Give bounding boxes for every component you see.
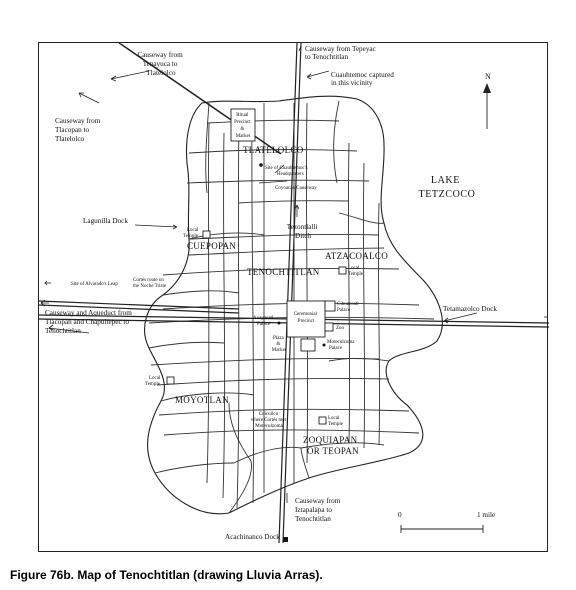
label-lagunilla-dock: Lagunilla Dock [83, 217, 128, 225]
label-tlatelolco: TLATELOLCO [243, 145, 304, 155]
label-local-temple-2: Local Temple [348, 266, 363, 277]
north-arrow [483, 72, 491, 129]
ehuacoatl-palace-box [325, 301, 335, 311]
label-moyotlan: MOYOTLAN [175, 395, 229, 405]
label-ehuacoatl-palace: Cihuacoatl Palace [337, 302, 359, 313]
label-causeway-tenayuca: Causeway from Tenayuca to Tlatelolco [137, 51, 183, 77]
local-temple-3-box [167, 377, 174, 384]
local-temple-2-box [339, 267, 346, 274]
label-tezontlalli: Tezontlalli Ditch [286, 223, 318, 240]
label-noche-triste: Cortés route on the Noche Triste [133, 278, 167, 289]
map-drawing [39, 43, 549, 553]
label-lake: LAKE TETZCOCO [418, 175, 476, 200]
map-frame [38, 42, 548, 552]
label-plaza-market: Plaza & Market [271, 336, 287, 353]
local-temple-4-box [319, 417, 326, 424]
label-local-temple-4: Local Temple [328, 416, 343, 427]
label-cuepopan: CUEPOPAN [187, 241, 237, 251]
label-zoquiapan: ZOQUIAPAN OR TEOPAN [303, 435, 359, 456]
label-coyoacan-causeway: Coyoacan Causeway [275, 186, 317, 191]
label-acachinanco: Acachinanco Dock [225, 533, 280, 541]
label-causeway-iztapalapa: Causeway from Iztapalapa to Tenochtitlan [295, 497, 341, 523]
label-cortes-meet: Cuicuilco where Cortés met Moteculzoma [250, 412, 287, 429]
moctezuma-dot [323, 344, 326, 347]
scale-zero: 0 [398, 511, 402, 519]
label-tetamazolco-dock: Tetamazolco Dock [443, 305, 497, 313]
cuauhtemoc-hq-dot [259, 163, 263, 167]
label-atzacoalco: ATZACOALCO [325, 251, 388, 261]
label-zoo: Zoo [336, 326, 345, 331]
scale-mile: 1 mile [477, 511, 496, 519]
label-axayacatl-palace: Axayacatl Palace [253, 316, 274, 327]
figure-caption: Figure 76b. Map of Tenochtitlan (drawing Lluvia Arras). [10, 568, 323, 582]
moctezuma-palace-box [301, 339, 315, 351]
label-cuauhtemoc-captured: Cuauhtemoc captured in this vicinity [331, 71, 394, 87]
label-causeway-aqueduct: Causeway and Aqueduct from Tlacopan and Chapultepec to Tenochtitlan [45, 309, 132, 335]
scale-bar [398, 511, 495, 533]
local-temple-1-box [203, 231, 210, 238]
label-tenochtitlan: TENOCHTITLAN [247, 267, 320, 277]
axayacatl-dot [278, 322, 281, 325]
label-alvarado-leap: Site of Alvarado's Leap [71, 282, 118, 287]
label-local-temple-1: Local Temple [183, 228, 199, 239]
label-ceremonial-precinct: Ceremonial Precinct [293, 312, 318, 324]
label-causeway-tepeyac: Causeway from Tepeyac to Tenochtitlan [305, 45, 376, 61]
label-causeway-tlacopan-tlatelolco: Causeway from Tlacopan to Tlatelolco [55, 117, 101, 143]
label-ritual-precinct: Ritual Precinct & Market [234, 113, 251, 139]
label-moctezuma-palace: Moteculzoma Palace [327, 340, 355, 351]
zoo-box [325, 323, 333, 331]
north-label: N [485, 72, 491, 81]
acachinanco-marker [283, 537, 288, 542]
label-cuauhtemoc-hq: Site of Cuauhtemoc's Headquarters [265, 166, 308, 177]
label-local-temple-3: Local Temple [145, 376, 161, 387]
